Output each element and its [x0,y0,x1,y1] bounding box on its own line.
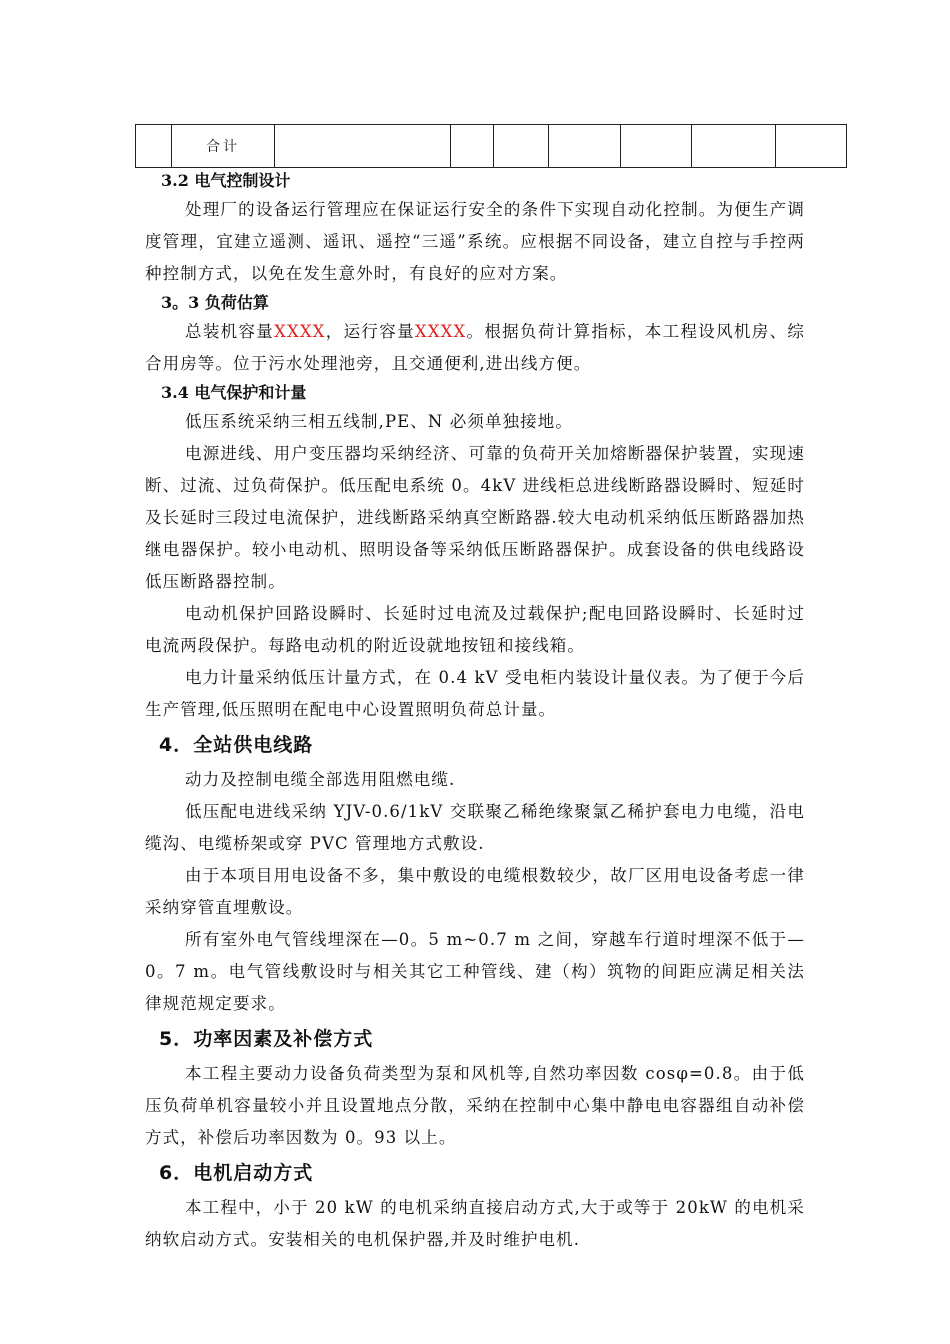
table-cell [549,125,621,168]
section-4-paragraph-2: 低压配电进线采纳 YJV-0.6/1kV 交联聚乙稀绝缘聚氯乙稀护套电力电缆，沿电缆沟、电缆桥架或穿 PVC 管理地方式敷设. [145,802,805,853]
section-3-4-heading: 3.4 电气保护和计量 [161,383,307,402]
section-6-heading: 6．电机启动方式 [159,1162,314,1184]
section-5-paragraph: 本工程主要动力设备负荷类型为泵和风机等,自然功率因数 cosφ=0.8。由于低压负荷单机容量较小并且设置地点分散，采纳在控制中心集中静电电容器组自动补偿方式，补偿后功率因数为 0。93 以上。 [145,1064,805,1147]
section-3-3-paragraph [145,316,805,380]
summary-table [135,124,847,168]
section-3-4-paragraph-2: 电源进线、用户变压器均采纳经济、可靠的负荷开关加熔断器保护装置，实现速断、过流、过负荷保护。低压配电系统 0。4kV 进线柜总进线断路器设瞬时、短延时及长延时三段过电流保护，进线断路采纳真空断路器.较大电动机采纳低压断路器加热继电器保护。较小电动机、照明设备等采纳低压断路器保护。成套设备的供电线路设低压断路器控制。 [145,444,805,591]
section-4-heading: 4．全站供电线路 [159,734,314,756]
table-cell [776,125,847,168]
section-4-paragraph-3: 由于本项目用电设备不多，集中敷设的电缆根数较少，故厂区用电设备考虑一律采纳穿管直埋敷设。 [145,866,805,917]
table-row [136,125,847,168]
table-cell [692,125,776,168]
section-3-2-heading: 3.2 电气控制设计 [161,171,291,190]
table-cell [494,125,549,168]
text-run: ，运行容量 [325,322,415,341]
section-3-4-paragraph-1: 低压系统采纳三相五线制,PE、N 必须单独接地。 [185,412,573,431]
section-3-2-paragraph: 处理厂的设备运行管理应在保证运行安全的条件下实现自动化控制。为便生产调度管理，宜建立遥测、遥讯、遥控“三遥”系统。应根据不同设备，建立自控与手控两种控制方式，以免在发生意外时，有良好的应对方案。 [145,200,805,283]
section-5-heading: 5．功率因素及补偿方式 [159,1028,374,1050]
placeholder-capacity-total: XXXX [274,322,326,341]
text-run: 。根据负荷计算指标，本工程设风机房、综合用房等。位于污水处理池旁，且交通便利,进出线方便。 [145,322,806,373]
section-6-paragraph: 本工程中，小于 20 kW 的电机采纳直接启动方式,大于或等于 20kW 的电机采纳软启动方式。安装相关的电机保护器,并及时维护电机. [145,1198,805,1249]
section-4-paragraph-4: 所有室外电气管线埋深在—0。5 m~0.7 m 之间，穿越车行道时埋深不低于—0。7 m。电气管线敷设时与相关其它工种管线、建（构）筑物的间距应满足相关法律规范规定要求。 [145,930,805,1013]
section-4-paragraph-1: 动力及控制电缆全部选用阻燃电缆. [185,770,456,789]
table-cell [136,125,172,168]
document-body [145,168,805,1256]
table-cell [621,125,692,168]
table-cell [451,125,494,168]
section-3-3-heading: 3。3 负荷估算 [161,293,269,312]
section-3-4-paragraph-4: 电力计量采纳低压计量方式，在 0.4 kV 受电柜内装设计量仪表。为了便于今后生产管理,低压照明在配电中心设置照明负荷总计量。 [145,668,805,719]
text-run: 总装机容量 [185,322,275,341]
table-cell [275,125,451,168]
section-3-4-paragraph-3: 电动机保护回路设瞬时、长延时过电流及过载保护;配电回路设瞬时、长延时过电流两段保护。每路电动机的附近设就地按钮和接线箱。 [145,604,805,655]
placeholder-capacity-running: XXXX [414,322,467,341]
total-label-cell: 合计 [172,125,275,168]
